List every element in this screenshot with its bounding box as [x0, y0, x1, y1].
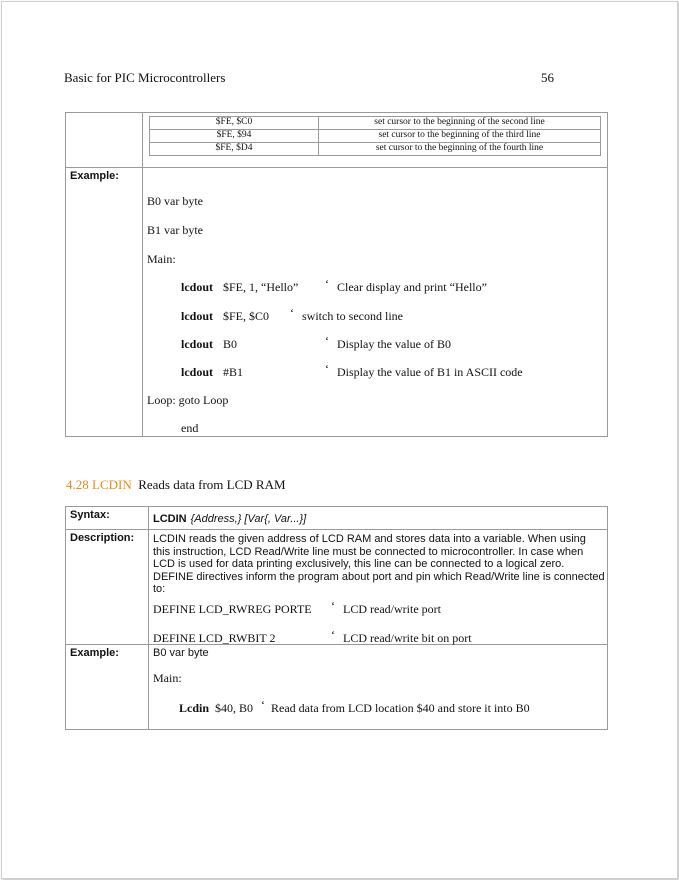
cursor-code: $FE, $D4	[150, 143, 319, 156]
define-line: DEFINE LCD_RWREG PORTE	[153, 602, 312, 616]
code-args: $FE, $C0	[223, 309, 270, 323]
code-args: #B1	[223, 365, 244, 379]
define-comment: LCD read/write bit on port	[343, 631, 472, 645]
code-args: B0	[223, 337, 238, 351]
code-line: end	[181, 421, 199, 435]
cursor-code: $FE, $C0	[150, 117, 319, 130]
code-args: $FE, 1, “Hello”	[223, 280, 299, 294]
table-row	[150, 130, 601, 143]
example-code-cell	[149, 645, 608, 730]
lcdin-table	[65, 506, 608, 730]
code-line: B0 var byte	[147, 194, 203, 208]
syntax-label: Syntax:	[66, 507, 149, 530]
syntax-args: {Address,} [Var{, Var...}]	[190, 513, 307, 525]
section-title: Reads data from LCD RAM	[138, 477, 286, 492]
code-args: $40, B0	[215, 701, 254, 715]
define-comment: LCD read/write port	[343, 602, 441, 616]
example-label: Example:	[66, 645, 149, 730]
code-keyword: lcdout	[181, 337, 214, 351]
code-comment: Clear display and print “Hello”	[337, 280, 487, 294]
code-line: B1 var byte	[147, 223, 203, 237]
example-code-cell	[143, 168, 608, 437]
running-header-title: Basic for PIC Microcontrollers	[64, 70, 226, 85]
comment-mark: ‘	[290, 306, 294, 320]
code-line: Main:	[153, 671, 182, 685]
description-text: LCDIN reads the given address of LCD RAM and stores data into a variable. When using this instruction, LCD Read/Write line must be connected to microcontroller. In case when LCD is used for data printing exclusively, this line can be connected to a logical zero. DEFINE directives inform the program about port and pin which Read/Write line is connected to:	[153, 533, 605, 595]
page-number: 56	[541, 70, 554, 85]
code-keyword: lcdout	[181, 309, 214, 323]
comment-mark: ‘	[331, 599, 335, 613]
define-line: DEFINE LCD_RWBIT 2	[153, 631, 276, 645]
cursor-desc: set cursor to the beginning of the third line	[319, 130, 601, 143]
code-comment: switch to second line	[302, 309, 403, 323]
code-line: Main:	[147, 252, 176, 266]
comment-mark: ‘	[325, 334, 329, 348]
code-keyword: lcdout	[181, 280, 214, 294]
section-heading	[66, 477, 286, 493]
code-line: B0 var byte	[153, 647, 209, 659]
section-number: 4.28 LCDIN	[66, 477, 132, 492]
cursor-cell	[143, 113, 608, 168]
description-cell	[149, 530, 608, 645]
table-row	[150, 143, 601, 156]
code-comment: Display the value of B1 in ASCII code	[337, 365, 523, 379]
code-keyword: lcdout	[181, 365, 214, 379]
syntax-cell	[149, 507, 608, 530]
cursor-desc: set cursor to the beginning of the fourth line	[319, 143, 601, 156]
lcdout-table	[65, 112, 608, 437]
code-comment: Display the value of B0	[337, 337, 451, 351]
description-label: Description:	[66, 530, 149, 645]
comment-mark: ‘	[325, 277, 329, 291]
cursor-desc: set cursor to the beginning of the second line	[319, 117, 601, 130]
syntax-keyword: LCDIN	[153, 513, 187, 525]
table-row	[150, 117, 601, 130]
comment-mark: ‘	[261, 698, 265, 712]
code-line: Loop: goto Loop	[147, 393, 229, 407]
cursor-code: $FE, $94	[150, 130, 319, 143]
example-label: Example:	[66, 168, 143, 437]
code-keyword: Lcdin	[179, 701, 210, 715]
cursor-command-table	[149, 116, 601, 156]
code-comment: Read data from LCD location $40 and store it into B0	[271, 701, 530, 715]
empty-label-cell	[66, 113, 143, 168]
comment-mark: ‘	[331, 628, 335, 642]
comment-mark: ‘	[325, 362, 329, 376]
